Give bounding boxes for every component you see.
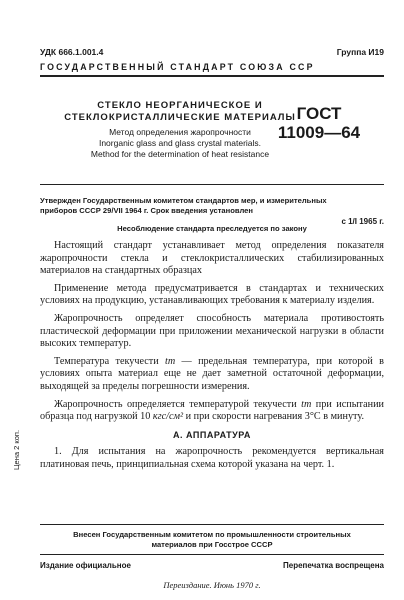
official-edition: Издание официальное — [40, 561, 131, 570]
header-rule — [40, 75, 384, 77]
load-unit: кгс/см² — [152, 411, 184, 423]
body-text — [40, 240, 384, 477]
approval-line2: приборов СССР 29/VII 1964 г. Срок введения установлен — [40, 206, 253, 215]
effective-date: с 1/I 1965 г. — [341, 217, 384, 226]
gost-label: ГОСТ — [296, 104, 342, 123]
introduced-line2: материалов при Госстрое СССР — [151, 540, 273, 549]
introduced-line1: Внесен Государственным комитетом по промышленности строительных — [73, 530, 351, 539]
title-block — [60, 100, 300, 160]
group-code: Группа И19 — [336, 47, 384, 57]
title-rule — [40, 184, 384, 185]
footer-rule-top — [40, 524, 384, 525]
title-en-line2: Method for the determination of heat resistance — [90, 149, 270, 159]
title-ru-line1: СТЕКЛО НЕОРГАНИЧЕСКОЕ И — [97, 100, 263, 111]
paragraph-definition: Жаропрочность определяет способность материала противостоять пластической деформации при приложении механической нагрузки в области высоких температур. — [40, 312, 384, 350]
paragraph-application: Применение метода предусматривается в стандартах и технических условиях на продукцию, устанавливающих требования к материалу изделия. — [40, 282, 384, 307]
symbol-yield-temperature-2: tт — [301, 398, 312, 410]
approval-block — [40, 196, 384, 227]
reprint-prohibited: Перепечатка воспрещена — [283, 561, 384, 570]
footer-rule-bottom — [40, 554, 384, 555]
introduced-by — [40, 530, 384, 550]
state-standard-banner: ГОСУДАРСТВЕННЫЙ СТАНДАРТ СОЮЗА ССР — [40, 62, 315, 72]
title-ru-line2: СТЕКЛОКРИСТАЛЛИЧЕСКИЕ МАТЕРИАЛЫ — [64, 112, 296, 123]
paragraph-apparatus: 1. Для испытания на жаропрочность рекомендуется вертикальная платиновая печь, принципиальная схема которой указана на черт. 1. — [40, 446, 384, 470]
reissue-note: Переиздание. Июнь 1970 г. — [163, 580, 261, 590]
udk-code: УДК 666.1.001.4 — [40, 47, 104, 57]
title-en-line1: Inorganic glass and glass crystal materials. — [98, 138, 262, 148]
header-row — [40, 47, 384, 57]
price-label: Цена 2 коп. — [12, 429, 21, 470]
gost-number: 11009—64 — [277, 123, 361, 142]
paragraph-scope: Настоящий стандарт устанавливает метод определения показателя жаропрочности стекла и стеклокристаллических стабилизированных материалов на стандартных образцах — [40, 240, 384, 277]
title-method: Метод определения жаропрочности — [109, 127, 251, 137]
paragraph-yield-temperature: Температура текучести tт — предельная температура, при которой в условиях опыта материал еще не дает заметной остаточной деформации, выходящей за пределы погрешности измерения. — [40, 355, 384, 392]
law-notice: Несоблюдение стандарта преследуется по закону — [117, 224, 307, 233]
gost-designation — [274, 104, 364, 142]
approval-line1: Утвержден Государственным комитетом стандартов мер, и измерительных — [40, 196, 327, 205]
publication-row — [40, 561, 384, 570]
section-title: А. АППАРАТУРА — [173, 429, 251, 440]
paragraph-heat-resistance: Жаропрочность определяется температурой текучести tт при испытании образца под нагрузкой 10 кгс/см² и при скорости нагревания 3°С в минуту. — [40, 398, 384, 423]
symbol-yield-temperature: tт — [165, 355, 176, 367]
